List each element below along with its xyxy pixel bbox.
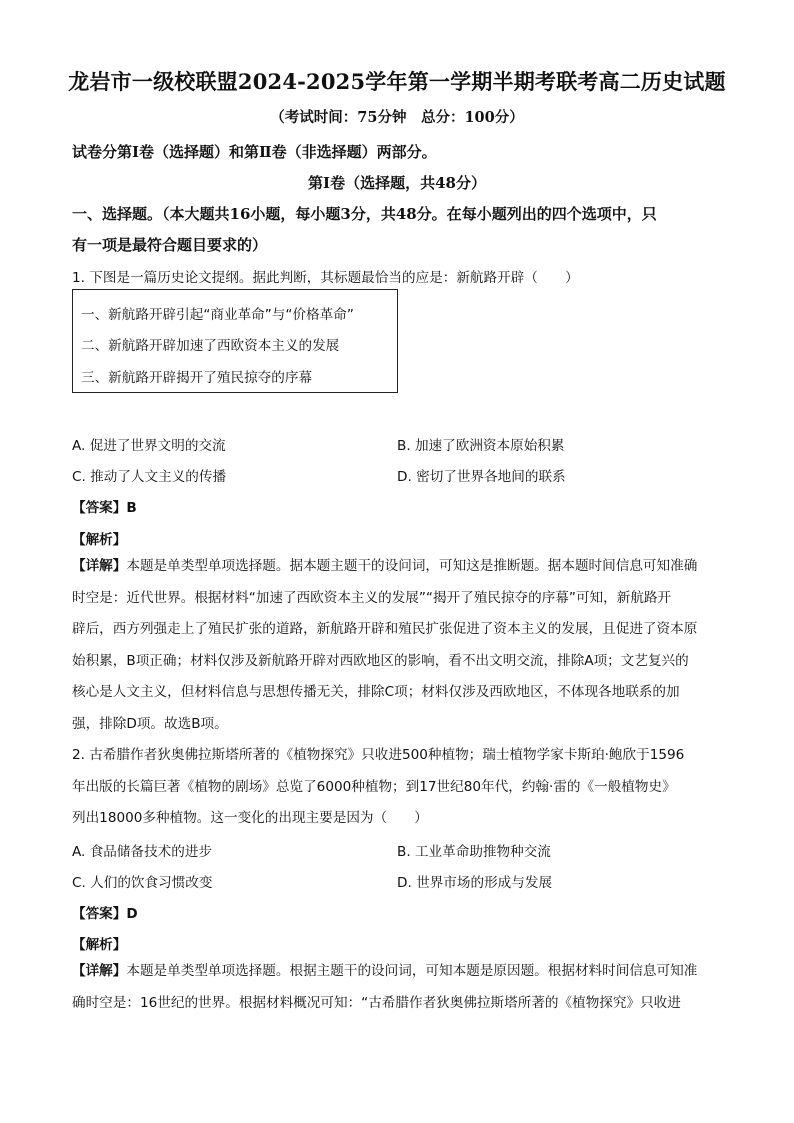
q2-option-d: D. 世界市场的形成与发展 [397,875,553,891]
q2-stem-line: 列出18000多种植物。这一变化的出现主要是因为（ ） [72,810,428,826]
q1-analysis-label: 【解析】 [72,532,127,548]
q2-option-a: A. 食品储备技术的进步 [72,844,213,860]
section-instructions-line-2: 有一项是最符合题目要求的） [72,236,268,254]
q1-outline-item: 一、新航路开辟引起“商业革命”与“价格革命” [81,307,354,323]
q2-detail-line: 确时空是：16世纪的世界。根据材料概况可知：“古希腊作者狄奥佛拉斯塔所著的《植物探究》只收进 [72,994,681,1011]
section-instructions-line-1: 一、选择题。（本大题共16小题，每小题3分，共48分。在每小题列出的四个选项中，只 [72,205,657,223]
q2-answer: 【答案】D [72,906,138,922]
exam-title: 龙岩市一级校联盟2024-2025学年第一学期半期考联考高二历史试题 [68,69,726,94]
q2-stem-line: 2. 古希腊作者狄奥佛拉斯塔所著的《植物探究》只收进500种植物；瑞士植物学家卡斯珀·鲍欣于1596 [72,747,685,763]
q1-option-d: D. 密切了世界各地间的联系 [397,469,566,485]
q1-option-b: B. 加速了欧洲资本原始积累 [397,438,565,454]
q1-outline-item: 二、新航路开辟加速了西欧资本主义的发展 [81,338,340,354]
q2-detail-line: 本题是单类型单项选择题。根据主题干的设问词，可知本题是原因题。根据材料时间信息可知准 [126,963,698,979]
q2-detail [72,956,722,1019]
q1-detail-line: 辟后，西方列强走上了殖民扩张的道路，新航路开辟和殖民扩张促进了资本主义的发展，且促进了资本原 [72,621,698,637]
q2-analysis-label: 【解析】 [72,937,127,953]
q2-stem-line: 年出版的长篇巨著《植物的剧场》总览了6000种植物；到17世纪80年代，约翰·雷的《一般植物史》 [72,778,676,795]
q1-stem: 1. 下图是一篇历史论文提纲。据此判断，其标题最恰当的应是：新航路开辟（ ） [72,270,579,286]
q1-detail-tag: 【详解】 [72,558,127,574]
q1-detail-line: 强，排除D项。故选B项。 [72,715,228,732]
q1-detail-line: 时空是：近代世界。根据材料“加速了西欧资本主义的发展”“揭开了殖民掠夺的序幕”可知，新航路开 [72,589,672,606]
q2-option-b: B. 工业革命助推物种交流 [397,844,551,860]
exam-subtitle: （考试时间：75分钟 总分：100分） [270,109,524,126]
q1-detail-line: 本题是单类型单项选择题。据本题主题干的设问词，可知这是推断题。据本题时间信息可知准确 [126,558,698,574]
section-title: 第Ⅰ卷（选择题，共48分） [308,174,486,192]
q1-outline-item: 三、新航路开辟揭开了殖民掠夺的序幕 [81,370,313,386]
q1-detail-line: 核心是人文主义，但材料信息与思想传播无关，排除C项；材料仅涉及西欧地区，不体现各地联系的加 [72,684,680,700]
q1-detail-line: 始积累，B项正确；材料仅涉及新航路开辟对西欧地区的影响，看不出文明交流，排除A项；文艺复兴的 [72,652,689,669]
q2-option-c: C. 人们的饮食习惯改变 [72,875,213,891]
q2-stem [72,740,722,835]
q1-answer: 【答案】B [72,500,137,516]
q1-outline-box [72,289,398,393]
q1-detail [72,551,722,740]
q2-detail-tag: 【详解】 [72,963,127,979]
exam-intro: 试卷分第Ⅰ卷（选择题）和第Ⅱ卷（非选择题）两部分。 [72,143,437,161]
q1-option-a: A. 促进了世界文明的交流 [72,438,226,454]
q1-option-c: C. 推动了人文主义的传播 [72,469,227,485]
